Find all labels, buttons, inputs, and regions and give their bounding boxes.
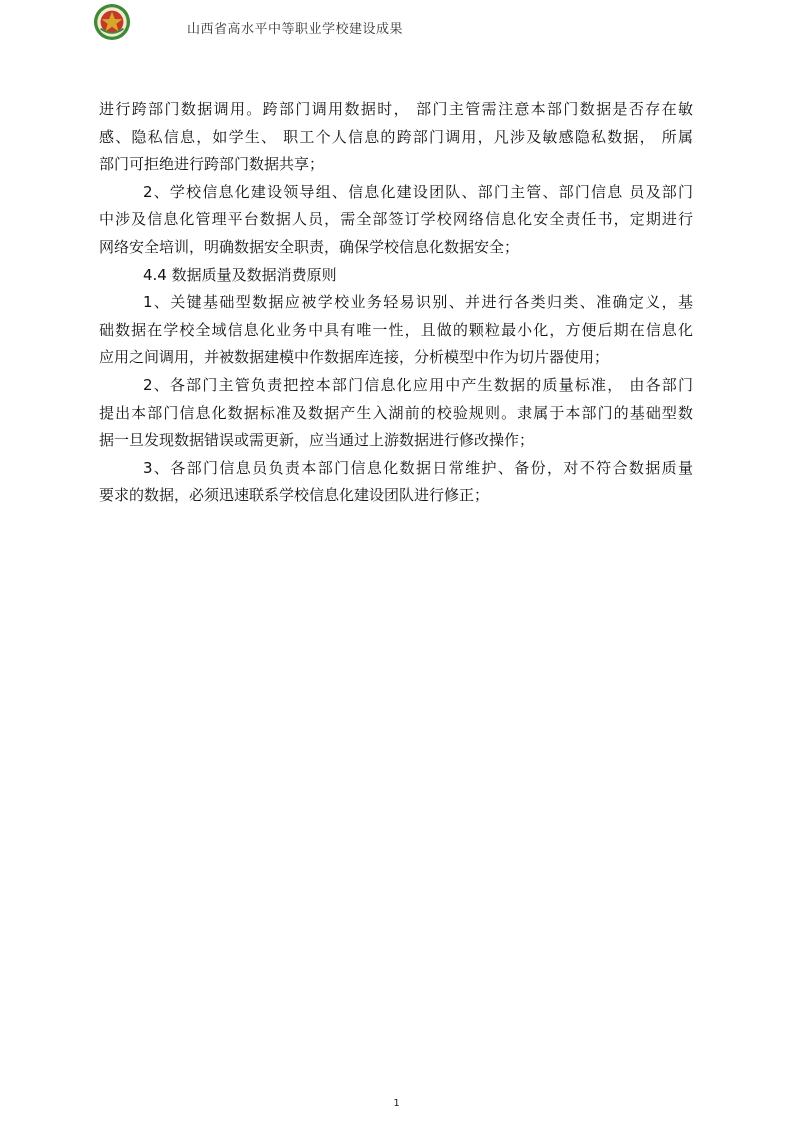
paragraph-line: 部门可拒绝进行跨部门数据共享； [99,155,325,174]
page-number: 1 [393,1098,400,1109]
paragraph-line: 进行跨部门数据调用。跨部门调用数据时， 部门主管需注意本部门数据是否存在敏 [99,100,693,118]
paragraph-line: 础数据在学校全域信息化业务中具有唯一性，且做的颗粒最小化，方便后期在信息化 [99,320,693,339]
paragraph-line: 要求的数据，必须迅速联系学校信息化建设团队进行修正； [99,486,490,505]
paragraph-line: 中涉及信息化管理平台数据人员，需全部签订学校网络信息化安全责任书，定期进行 [99,210,693,229]
paragraph-line: 提出本部门信息化数据标准及数据产生入湖前的校验规则。隶属于本部门的基础型数 [99,403,693,422]
paragraph-line: 网络安全培训，明确数据安全职责，确保学校信息化数据安全； [99,237,520,256]
section-heading: 4.4 数据质量及数据消费原则 [143,265,337,284]
page-header [0,0,793,50]
paragraph-line: 2、各部门主管负责把控本部门信息化应用中产生数据的质量标准， 由各部门 [143,375,693,394]
paragraph-line: 1、关键基础型数据应被学校业务轻易识别、并进行各类归类、准确定义，基 [143,293,693,312]
paragraph-line: 据一旦发现数据错误或需更新，应当通过上游数据进行修改操作； [99,431,535,450]
header-title: 山西省高水平中等职业学校建设成果 [187,22,404,37]
paragraph-line: 应用之间调用，并被数据建模中作数据库连接，分析模型中作为切片器使用； [99,348,610,367]
school-emblem-icon [93,3,131,41]
paragraph-line: 感、隐私信息，如学生、 职工个人信息的跨部门调用，凡涉及敏感隐私数据， 所属 [99,127,693,146]
document-body [99,96,693,510]
paragraph-line: 2、学校信息化建设领导组、信息化建设团队、部门主管、部门信息 员及部门 [143,182,693,201]
paragraph-line: 3、各部门信息员负责本部门信息化数据日常维护、备份，对不符合数据质量 [143,458,693,477]
